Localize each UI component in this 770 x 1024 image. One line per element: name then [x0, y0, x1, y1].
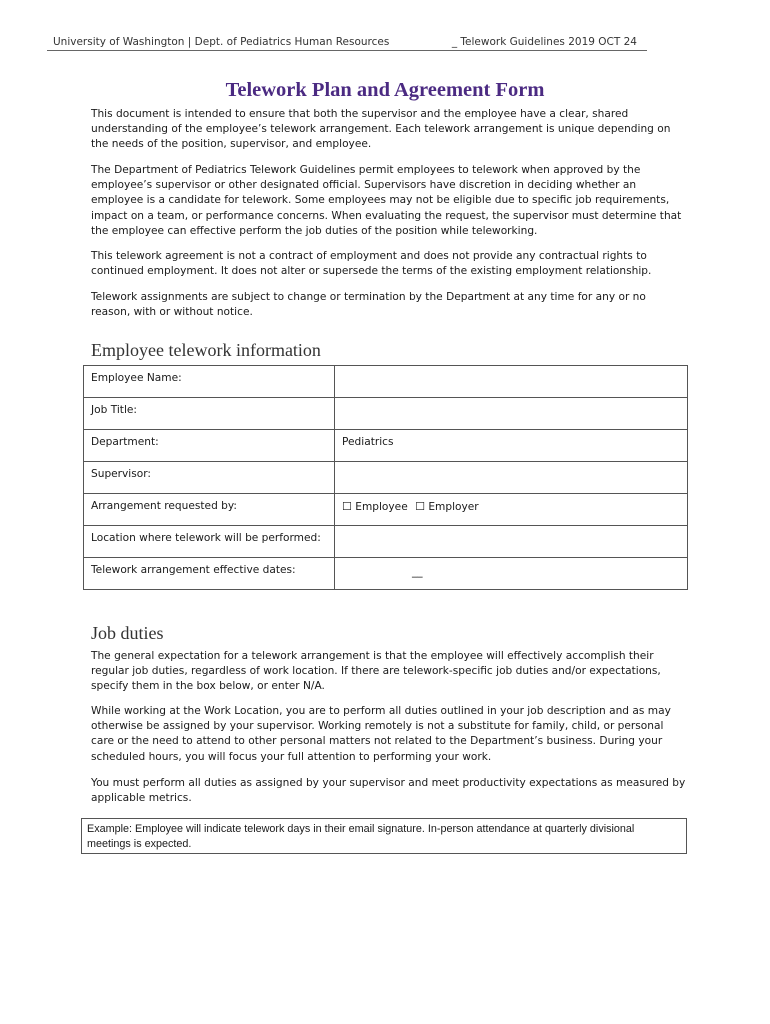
effective-dates-label: Telework arrangement effective dates:	[84, 558, 335, 590]
employee-section-heading: Employee telework information	[91, 340, 321, 360]
job-duties-input-box[interactable]: Example: Employee will indicate telework days in their email signature. In-person attendance at quarterly divisional meetings is expected.	[81, 818, 687, 854]
telework-location-field[interactable]	[335, 526, 688, 558]
intro-paragraph-3: This telework agreement is not a contract of employment and does not provide any contractual rights to continued employment. It does not alter or supersede the terms of the existing employment relationship.	[91, 250, 652, 278]
intro-paragraph-4: Telework assignments are subject to change or termination by the Department at any time for any or no reason, with or without notice.	[91, 291, 646, 319]
table-row	[84, 398, 688, 430]
date-separator: __	[412, 566, 423, 578]
job-duties-paragraph-1: The general expectation for a telework arrangement is that the employee will effectively accomplish their regular job duties, regardless of work location. If there are telework-specific job duties and/or expectations, specify them in the box below, or enter N/A.	[91, 650, 661, 693]
arrangement-requested-field	[335, 494, 688, 526]
table-row	[84, 558, 688, 590]
intro-paragraph-1: This document is intended to ensure that both the supervisor and the employee have a clear, shared understanding of the employee’s telework arrangement. Each telework arrangement is unique depending on the needs of the position, supervisor, and employee.	[91, 108, 671, 151]
header-organization: University of Washington | Dept. of Pediatrics Human Resources	[53, 36, 390, 48]
employer-option-label: Employer	[428, 501, 479, 513]
telework-location-label: Location where telework will be performed:	[84, 526, 335, 558]
job-title-field[interactable]	[335, 398, 688, 430]
employee-info-table	[83, 365, 688, 590]
table-row	[84, 526, 688, 558]
job-duties-paragraph-3: You must perform all duties as assigned by your supervisor and meet productivity expectations as measured by applicable metrics.	[91, 777, 686, 805]
employee-name-field[interactable]	[335, 366, 688, 398]
page-header	[47, 35, 647, 51]
effective-dates-field[interactable]	[335, 558, 688, 590]
supervisor-field[interactable]	[335, 462, 688, 494]
arrangement-requested-label: Arrangement requested by:	[84, 494, 335, 526]
employee-checkbox[interactable]: ☐	[342, 500, 352, 513]
header-document-id: _ Telework Guidelines 2019 OCT 24	[451, 36, 637, 48]
intro-paragraph-2: The Department of Pediatrics Telework Guidelines permit employees to telework when approved by the employee’s supervisor or other designated official. Supervisors have discretion in deciding whether an employee is a candidate for telework. Some employees may not be eligible due to specific job requirements, impact on a team, or performance concerns. When evaluating the request, the supervisor must determine that the employee can effective perform the job duties of the position while teleworking.	[91, 164, 682, 237]
job-title-label: Job Title:	[84, 398, 335, 430]
department-label: Department:	[84, 430, 335, 462]
job-duties-paragraph-2: While working at the Work Location, you are to perform all duties outlined in your job description and as may otherwise be assigned by your supervisor. Working remotely is not a substitute for family, child, or personal care or the need to attend to other personal matters not related to the Department’s business. During your scheduled hours, you will focus your full attention to performing your work.	[91, 705, 671, 763]
table-row	[84, 430, 688, 462]
employee-name-label: Employee Name:	[84, 366, 335, 398]
table-row	[84, 494, 688, 526]
table-row	[84, 366, 688, 398]
table-row	[84, 462, 688, 494]
job-duties-heading: Job duties	[91, 623, 164, 643]
department-field[interactable]: Pediatrics	[335, 430, 688, 462]
employee-option-label: Employee	[355, 501, 408, 513]
employer-checkbox[interactable]: ☐	[415, 500, 425, 513]
supervisor-label: Supervisor:	[84, 462, 335, 494]
page-title: Telework Plan and Agreement Form	[225, 79, 545, 101]
